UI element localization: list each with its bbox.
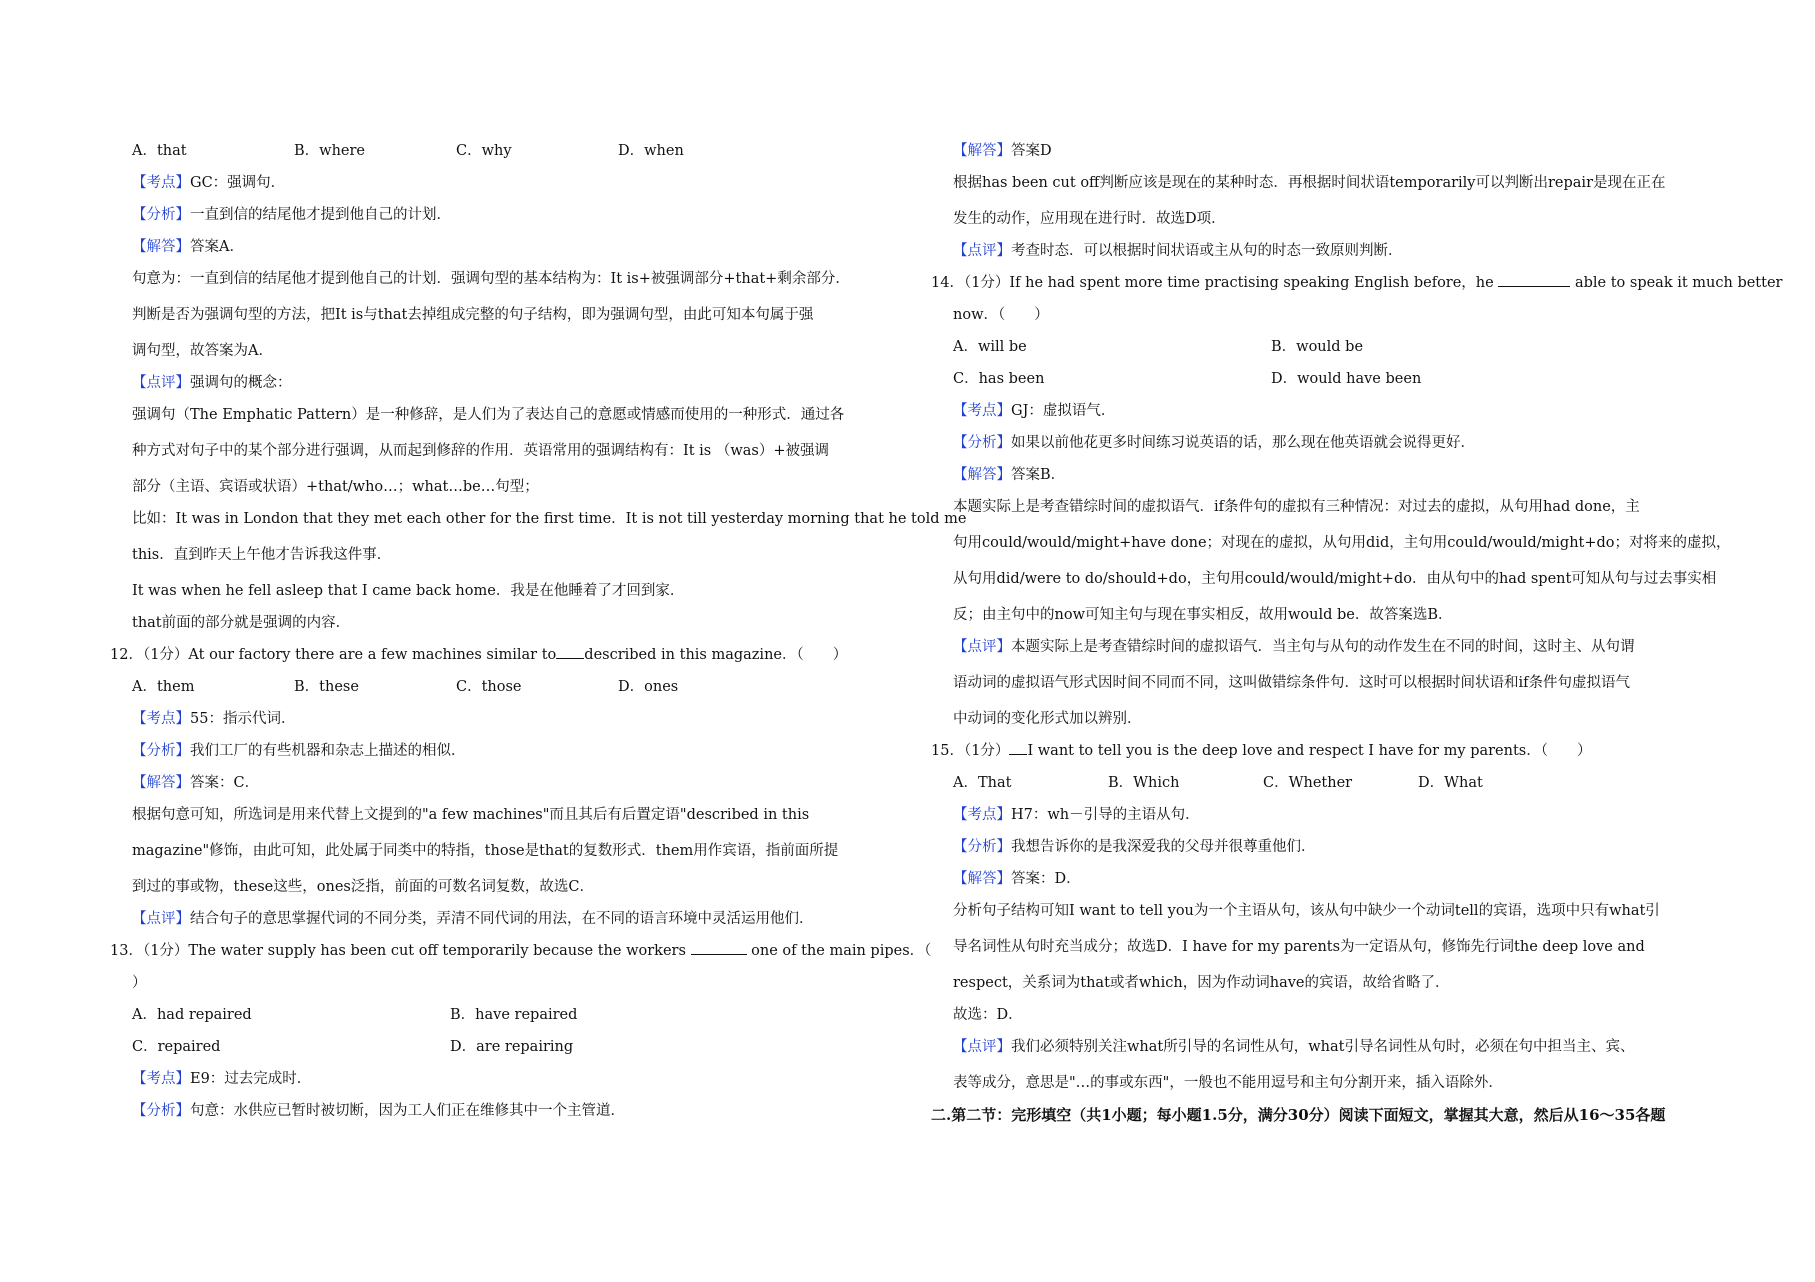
fenxi-tag: 【分析】 [132, 743, 190, 759]
explanation-line: 根据has been cut off判断应该是现在的某种时态．再根据时间状语temporarily可以判断出repair是现在正在 [953, 175, 1666, 191]
q12-stem-post: described in this magazine．（ ） [584, 647, 848, 663]
section-heading: 二.第二节：完形填空（共1小题；每小题1.5分，满分30分）阅读下面短文，掌握其大意，然后从16～35各题 [931, 1106, 1666, 1124]
kaodian-tag: 【考点】 [953, 403, 1011, 419]
q13-jieda [953, 142, 1723, 160]
jieda-tag: 【解答】 [953, 143, 1011, 159]
q15-stem-post: I want to tell you is the deep love and respect I have for my parents．（ ） [1027, 743, 1592, 759]
explanation-line: 发生的动作，应用现在进行时．故选D项． [953, 211, 1226, 227]
jieda-text: 答案A． [190, 239, 244, 255]
option-c: C．those [456, 679, 522, 695]
q14-stem [931, 274, 1783, 292]
q14-dianping [953, 638, 1723, 656]
option-b: B．have repaired [450, 1007, 578, 1023]
q12-stem [110, 646, 902, 664]
q14-kaodian [953, 402, 1723, 420]
option-a: A．them [132, 679, 195, 695]
answer-blank [691, 942, 747, 955]
kaodian-text: GJ：虚拟语气． [1011, 403, 1116, 419]
fenxi-text: 我们工厂的有些机器和杂志上描述的相似． [190, 743, 466, 759]
jieda-text: 答案：D． [1011, 871, 1081, 887]
q12-jieda [132, 774, 902, 792]
explanation-line: 根据句意可知，所选词是用来代替上文提到的"a few machines"而且其后有后置定语"described in this [132, 807, 810, 823]
dianping-line: 语动词的虚拟语气形式因时间不同而不同，这叫做错综条件句．这时可以根据时间状语和if条件句虚拟语气 [953, 675, 1630, 691]
kaodian-tag: 【考点】 [132, 175, 190, 191]
dianping-text: 本题实际上是考查错综时间的虚拟语气．当主句与从句的动作发生在不同的时间，这时主、从句谓 [1011, 639, 1635, 655]
dianping-tag: 【点评】 [953, 639, 1011, 655]
dianping-line: 比如：It was in London that they met each other for the first time．It is not till yesterday morning that he told me [132, 511, 967, 527]
q14-options-row1 [953, 338, 1723, 356]
kaodian-tag: 【考点】 [953, 807, 1011, 823]
kaodian-text: E9：过去完成时． [190, 1071, 312, 1087]
option-a: A．had repaired [132, 1007, 252, 1023]
dianping-line: 种方式对句子中的某个部分进行强调，从而起到修辞的作用．英语常用的强调结构有：It is （was）+被强调 [132, 443, 829, 459]
dianping-text: 考查时态．可以根据时间状语或主从句的时态一致原则判断． [1011, 243, 1403, 259]
option-d: D．ones [618, 679, 679, 695]
option-b: B．where [294, 143, 365, 159]
option-a: A．will be [953, 339, 1027, 355]
kaodian-tag: 【考点】 [132, 1071, 190, 1087]
option-c: C．repaired [132, 1039, 221, 1055]
dianping-line: this．直到昨天上午他才告诉我这件事． [132, 547, 392, 563]
q15-dianping [953, 1038, 1723, 1056]
q11-fenxi [132, 206, 902, 224]
jieda-tag: 【解答】 [132, 239, 190, 255]
option-a: A．that [132, 143, 187, 159]
q14-fenxi [953, 434, 1723, 452]
dianping-line: It was when he fell asleep that I came back home．我是在他睡着了才回到家． [132, 583, 685, 599]
fenxi-tag: 【分析】 [953, 435, 1011, 451]
dianping-line: 强调句（The Emphatic Pattern）是一种修辞，是人们为了表达自己的意愿或情感而使用的一种形式．通过各 [132, 407, 845, 423]
explanation-line: 句用could/would/might+have done；对现在的虚拟，从句用did，主句用could/would/might+do；对将来的虚拟， [953, 535, 1731, 551]
q13-stem [110, 942, 932, 960]
q13-options-row2 [132, 1038, 902, 1056]
dianping-text: 强调句的概念： [190, 375, 292, 391]
explanation-line: 本题实际上是考查错综时间的虚拟语气．if条件句的虚拟有三种情况：对过去的虚拟，从句用had done，主 [953, 499, 1640, 515]
jieda-tag: 【解答】 [132, 775, 190, 791]
q14-options-row2 [953, 370, 1723, 388]
q12-fenxi [132, 742, 902, 760]
option-c: C．Whether [1263, 775, 1353, 791]
jieda-tag: 【解答】 [953, 467, 1011, 483]
dianping-line: 表等成分，意思是"…的事或东西"，一般也不能用逗号和主句分割开来，插入语除外． [953, 1075, 1503, 1091]
q11-kaodian [132, 174, 902, 192]
answer-blank [1498, 274, 1570, 287]
kaodian-text: H7：wh－引导的主语从句． [1011, 807, 1200, 823]
q13-stem-line2: ） [132, 975, 147, 991]
kaodian-text: GC：强调句． [190, 175, 286, 191]
q13-fenxi [132, 1102, 902, 1120]
fenxi-text: 如果以前他花更多时间练习说英语的话，那么现在他英语就会说得更好． [1011, 435, 1475, 451]
q11-dianping [132, 374, 902, 392]
q15-stem-pre: 15．（1分） [931, 743, 1010, 759]
fenxi-text: 我想告诉你的是我深爱我的父母并很尊重他们． [1011, 839, 1316, 855]
q13-stem-pre: 13．（1分）The water supply has been cut off temporarily because the workers [110, 943, 686, 959]
q15-options [953, 774, 1723, 792]
jieda-text: 答案B． [1011, 467, 1066, 483]
explanation-line: 调句型，故答案为A． [132, 343, 273, 359]
kaodian-tag: 【考点】 [132, 711, 190, 727]
q12-options [132, 678, 902, 696]
fenxi-text: 句意：水供应已暂时被切断，因为工人们正在维修其中一个主管道． [190, 1103, 625, 1119]
q15-jieda [953, 870, 1723, 888]
option-d: D．would have been [1271, 371, 1422, 387]
q12-kaodian [132, 710, 902, 728]
dianping-tag: 【点评】 [132, 375, 190, 391]
q14-stem-line2: now．（ ） [953, 307, 1049, 323]
q13-dianping [953, 242, 1723, 260]
option-d: D．when [618, 143, 684, 159]
dianping-tag: 【点评】 [953, 243, 1011, 259]
explanation-line: 分析句子结构可知I want to tell you为一个主语从句，该从句中缺少一个动词tell的宾语，选项中只有what引 [953, 903, 1660, 919]
q15-kaodian [953, 806, 1723, 824]
explanation-line: 判断是否为强调句型的方法，把It is与that去掉组成完整的句子结构，即为强调句型，由此可知本句属于强 [132, 307, 814, 323]
explanation-line: magazine"修饰，由此可知，此处属于同类中的特指，those是that的复数形式．them用作宾语，指前面所提 [132, 843, 839, 859]
q14-jieda [953, 466, 1723, 484]
explanation-line: 导名词性从句时充当成分；故选D．I have for my parents为一定语从句，修饰先行词the deep love and [953, 939, 1645, 955]
q13-stem-post: one of the main pipes．（ [751, 943, 932, 959]
dianping-text: 我们必须特别关注what所引导的名词性从句，what引导名词性从句时，必须在句中担当主、宾、 [1011, 1039, 1635, 1055]
q11-jieda [132, 238, 902, 256]
q15-fenxi [953, 838, 1723, 856]
q14-stem-post: able to speak it much better [1574, 275, 1783, 291]
option-a: A．That [953, 775, 1012, 791]
dianping-tag: 【点评】 [132, 911, 190, 927]
q11-options [132, 142, 902, 160]
q13-options-row1 [132, 1006, 902, 1024]
q13-kaodian [132, 1070, 902, 1088]
right-column [931, 142, 1783, 1124]
option-b: B．would be [1271, 339, 1364, 355]
q15-stem [931, 742, 1723, 760]
option-d: D．are repairing [450, 1039, 574, 1055]
q12-stem-pre: 12．（1分）At our factory there are a few machines similar to [110, 647, 557, 663]
option-d: D．What [1418, 775, 1483, 791]
option-b: B．Which [1108, 775, 1180, 791]
jieda-text: 答案：C． [190, 775, 260, 791]
option-c: C．why [456, 143, 512, 159]
option-b: B．these [294, 679, 359, 695]
kaodian-text: 55：指示代词． [190, 711, 296, 727]
explanation-line: 到过的事或物，these这些，ones泛指，前面的可数名词复数，故选C． [132, 879, 594, 895]
explanation-line: 故选：D． [953, 1007, 1023, 1023]
fenxi-tag: 【分析】 [953, 839, 1011, 855]
option-c: C．has been [953, 371, 1045, 387]
explanation-line: 句意为：一直到信的结尾他才提到他自己的计划．强调句型的基本结构为：It is+被强调部分+that+剩余部分． [132, 271, 850, 287]
dianping-line: 中动词的变化形式加以辨别． [953, 711, 1142, 727]
q14-stem-pre: 14．（1分）If he had spent more time practising speaking English before，he [931, 275, 1494, 291]
jieda-tag: 【解答】 [953, 871, 1011, 887]
explanation-line: 从句用did/were to do/should+do，主句用could/would/might+do．由从句中的had spent可知从句与过去事实相 [953, 571, 1717, 587]
explanation-line: 反；由主句中的now可知主句与现在事实相反，故用would be．故答案选B． [953, 607, 1453, 623]
left-column [110, 142, 967, 1120]
q12-dianping [132, 910, 902, 928]
dianping-tag: 【点评】 [953, 1039, 1011, 1055]
fenxi-tag: 【分析】 [132, 1103, 190, 1119]
jieda-text: 答案D [1011, 143, 1052, 159]
dianping-line: 部分（主语、宾语或状语）+that/who…；what…be…句型； [132, 479, 539, 495]
fenxi-text: 一直到信的结尾他才提到他自己的计划． [190, 207, 451, 223]
dianping-line: that前面的部分就是强调的内容． [132, 615, 351, 631]
answer-blank [556, 646, 584, 659]
fenxi-tag: 【分析】 [132, 207, 190, 223]
dianping-text: 结合句子的意思掌握代词的不同分类，弄清不同代词的用法，在不同的语言环境中灵活运用他们． [190, 911, 814, 927]
explanation-line: respect，关系词为that或者which，因为作动词have的宾语，故给省略了． [953, 975, 1450, 991]
answer-blank [1009, 742, 1027, 755]
